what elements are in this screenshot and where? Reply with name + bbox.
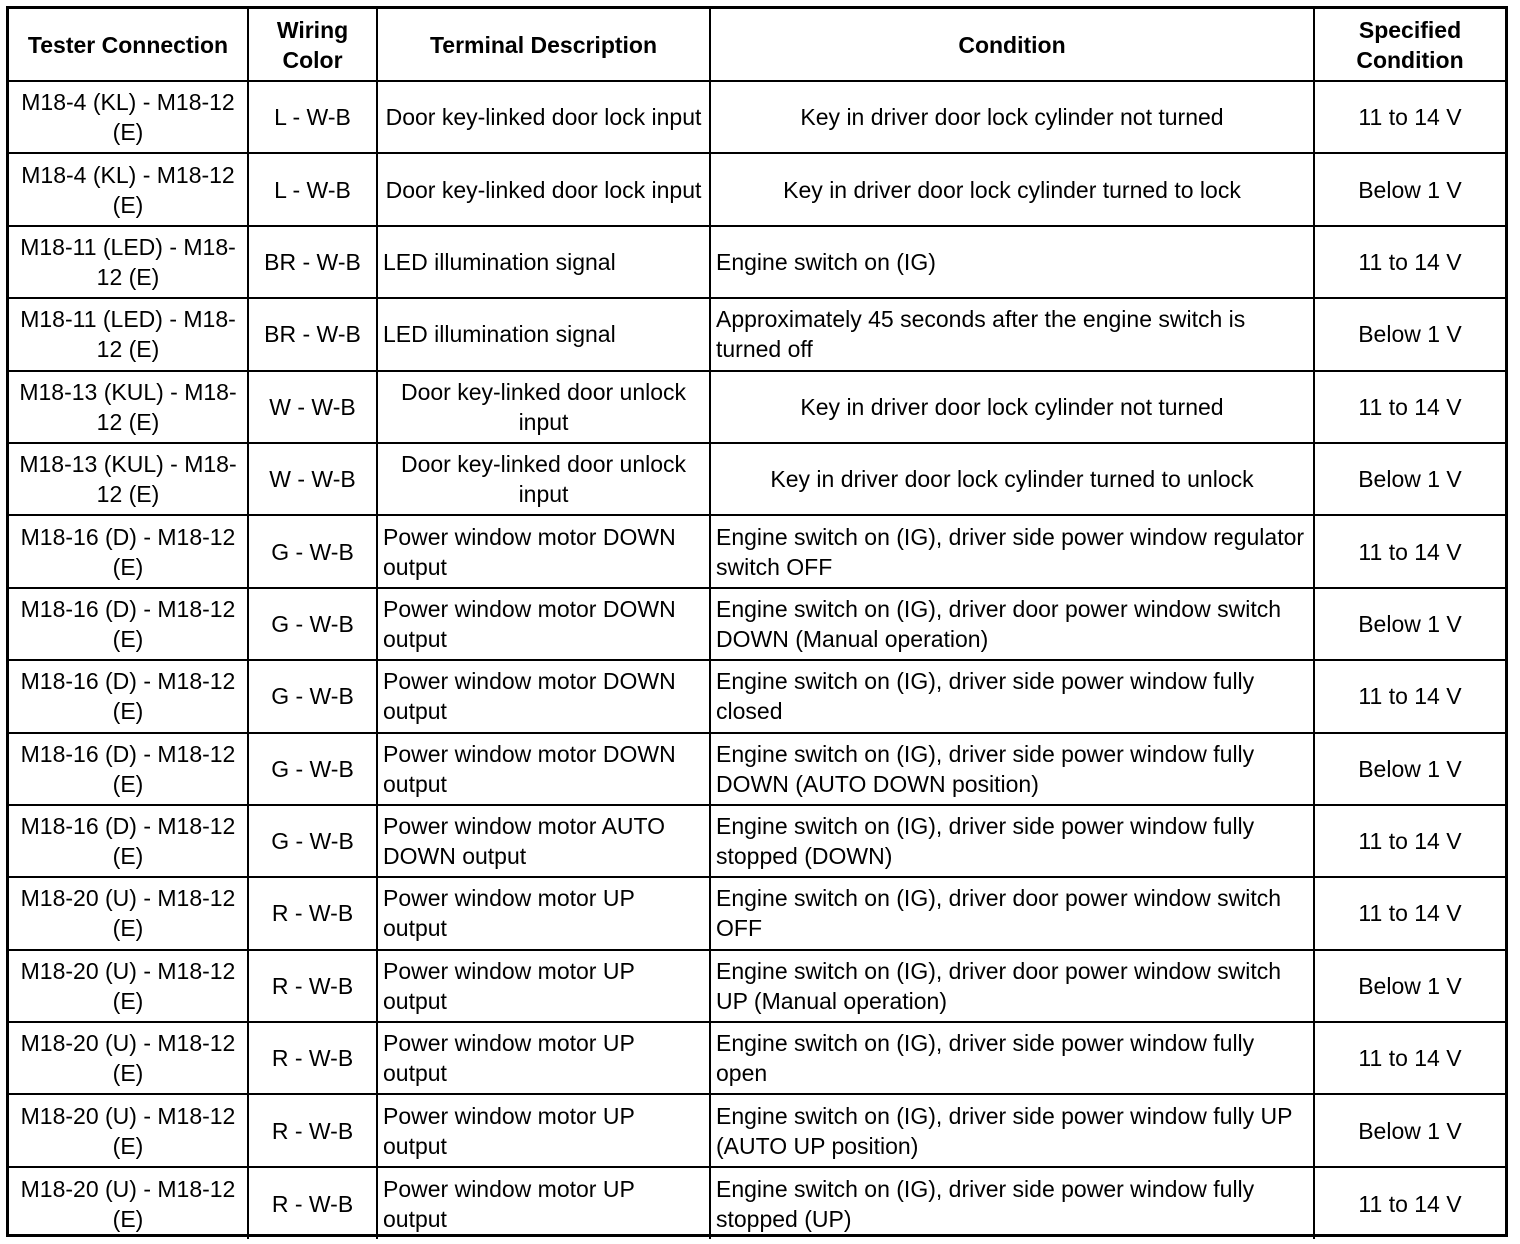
cell-specified-condition: Below 1 V <box>1314 1094 1505 1166</box>
header-tester-connection: Tester Connection <box>9 9 248 81</box>
cell-terminal-description: Door key-linked door lock input <box>377 81 710 153</box>
cell-wiring-color: L - W-B <box>248 81 377 153</box>
cell-specified-condition: 11 to 14 V <box>1314 1167 1505 1239</box>
cell-terminal-description: Power window motor UP output <box>377 877 710 949</box>
cell-tester-connection: M18-16 (D) - M18-12 (E) <box>9 515 248 587</box>
cell-terminal-description: Power window motor UP output <box>377 1094 710 1166</box>
cell-condition: Engine switch on (IG), driver side power window fully open <box>710 1022 1314 1094</box>
cell-condition: Engine switch on (IG), driver side power window fully stopped (UP) <box>710 1167 1314 1239</box>
cell-tester-connection: M18-20 (U) - M18-12 (E) <box>9 950 248 1022</box>
cell-specified-condition: 11 to 14 V <box>1314 515 1505 587</box>
cell-condition: Engine switch on (IG), driver side power window fully stopped (DOWN) <box>710 805 1314 877</box>
cell-wiring-color: BR - W-B <box>248 298 377 370</box>
cell-wiring-color: W - W-B <box>248 371 377 443</box>
cell-terminal-description: Power window motor DOWN output <box>377 660 710 732</box>
header-wiring-color: Wiring Color <box>248 9 377 81</box>
cell-wiring-color: R - W-B <box>248 1022 377 1094</box>
inspection-table <box>9 9 1505 1239</box>
table-row <box>9 805 1505 877</box>
table-row <box>9 733 1505 805</box>
cell-specified-condition: 11 to 14 V <box>1314 81 1505 153</box>
header-row <box>9 9 1505 81</box>
table-body <box>9 81 1505 1239</box>
table-row <box>9 660 1505 732</box>
header-specified-condition: Specified Condition <box>1314 9 1505 81</box>
cell-terminal-description: Door key-linked door unlock input <box>377 371 710 443</box>
cell-wiring-color: R - W-B <box>248 877 377 949</box>
cell-specified-condition: 11 to 14 V <box>1314 226 1505 298</box>
table-row <box>9 1094 1505 1166</box>
cell-tester-connection: M18-20 (U) - M18-12 (E) <box>9 1022 248 1094</box>
cell-terminal-description: Power window motor AUTO DOWN output <box>377 805 710 877</box>
cell-condition: Engine switch on (IG) <box>710 226 1314 298</box>
table-row <box>9 226 1505 298</box>
terminal-check-table <box>6 6 1508 1237</box>
cell-wiring-color: R - W-B <box>248 950 377 1022</box>
table-row <box>9 81 1505 153</box>
cell-condition: Engine switch on (IG), driver side power window regulator switch OFF <box>710 515 1314 587</box>
cell-specified-condition: Below 1 V <box>1314 153 1505 225</box>
cell-specified-condition: 11 to 14 V <box>1314 805 1505 877</box>
cell-wiring-color: R - W-B <box>248 1094 377 1166</box>
cell-condition: Key in driver door lock cylinder not turned <box>710 81 1314 153</box>
cell-tester-connection: M18-11 (LED) - M18-12 (E) <box>9 226 248 298</box>
cell-terminal-description: Door key-linked door lock input <box>377 153 710 225</box>
cell-specified-condition: Below 1 V <box>1314 443 1505 515</box>
table-row <box>9 443 1505 515</box>
cell-condition: Engine switch on (IG), driver door power window switch OFF <box>710 877 1314 949</box>
cell-specified-condition: Below 1 V <box>1314 588 1505 660</box>
header-terminal-description: Terminal Description <box>377 9 710 81</box>
cell-condition: Key in driver door lock cylinder turned to unlock <box>710 443 1314 515</box>
table-row <box>9 153 1505 225</box>
cell-tester-connection: M18-4 (KL) - M18-12 (E) <box>9 81 248 153</box>
cell-tester-connection: M18-13 (KUL) - M18-12 (E) <box>9 371 248 443</box>
table-row <box>9 298 1505 370</box>
cell-wiring-color: W - W-B <box>248 443 377 515</box>
cell-specified-condition: 11 to 14 V <box>1314 1022 1505 1094</box>
table-row <box>9 950 1505 1022</box>
cell-condition: Engine switch on (IG), driver door power window switch UP (Manual operation) <box>710 950 1314 1022</box>
table-row <box>9 1167 1505 1239</box>
cell-terminal-description: Power window motor DOWN output <box>377 515 710 587</box>
cell-specified-condition: 11 to 14 V <box>1314 660 1505 732</box>
cell-wiring-color: L - W-B <box>248 153 377 225</box>
cell-tester-connection: M18-20 (U) - M18-12 (E) <box>9 877 248 949</box>
header-condition: Condition <box>710 9 1314 81</box>
cell-condition: Key in driver door lock cylinder not turned <box>710 371 1314 443</box>
cell-condition: Key in driver door lock cylinder turned to lock <box>710 153 1314 225</box>
table-row <box>9 371 1505 443</box>
cell-wiring-color: G - W-B <box>248 515 377 587</box>
cell-specified-condition: 11 to 14 V <box>1314 877 1505 949</box>
table-row <box>9 588 1505 660</box>
cell-wiring-color: G - W-B <box>248 660 377 732</box>
cell-wiring-color: BR - W-B <box>248 226 377 298</box>
cell-tester-connection: M18-20 (U) - M18-12 (E) <box>9 1094 248 1166</box>
cell-tester-connection: M18-16 (D) - M18-12 (E) <box>9 588 248 660</box>
table-row <box>9 515 1505 587</box>
cell-tester-connection: M18-11 (LED) - M18-12 (E) <box>9 298 248 370</box>
cell-terminal-description: Power window motor UP output <box>377 1022 710 1094</box>
cell-terminal-description: Door key-linked door unlock input <box>377 443 710 515</box>
cell-tester-connection: M18-4 (KL) - M18-12 (E) <box>9 153 248 225</box>
table-row <box>9 877 1505 949</box>
cell-specified-condition: 11 to 14 V <box>1314 371 1505 443</box>
cell-condition: Approximately 45 seconds after the engine switch is turned off <box>710 298 1314 370</box>
cell-terminal-description: LED illumination signal <box>377 226 710 298</box>
cell-tester-connection: M18-20 (U) - M18-12 (E) <box>9 1167 248 1239</box>
cell-condition: Engine switch on (IG), driver door power window switch DOWN (Manual operation) <box>710 588 1314 660</box>
cell-terminal-description: Power window motor UP output <box>377 950 710 1022</box>
cell-wiring-color: G - W-B <box>248 805 377 877</box>
cell-tester-connection: M18-16 (D) - M18-12 (E) <box>9 733 248 805</box>
cell-specified-condition: Below 1 V <box>1314 298 1505 370</box>
cell-terminal-description: Power window motor UP output <box>377 1167 710 1239</box>
cell-wiring-color: G - W-B <box>248 588 377 660</box>
cell-terminal-description: LED illumination signal <box>377 298 710 370</box>
cell-wiring-color: G - W-B <box>248 733 377 805</box>
cell-terminal-description: Power window motor DOWN output <box>377 733 710 805</box>
cell-tester-connection: M18-16 (D) - M18-12 (E) <box>9 660 248 732</box>
cell-condition: Engine switch on (IG), driver side power window fully DOWN (AUTO DOWN position) <box>710 733 1314 805</box>
cell-specified-condition: Below 1 V <box>1314 950 1505 1022</box>
cell-terminal-description: Power window motor DOWN output <box>377 588 710 660</box>
table-row <box>9 1022 1505 1094</box>
cell-condition: Engine switch on (IG), driver side power window fully closed <box>710 660 1314 732</box>
cell-specified-condition: Below 1 V <box>1314 733 1505 805</box>
cell-wiring-color: R - W-B <box>248 1167 377 1239</box>
cell-condition: Engine switch on (IG), driver side power window fully UP (AUTO UP position) <box>710 1094 1314 1166</box>
cell-tester-connection: M18-16 (D) - M18-12 (E) <box>9 805 248 877</box>
cell-tester-connection: M18-13 (KUL) - M18-12 (E) <box>9 443 248 515</box>
